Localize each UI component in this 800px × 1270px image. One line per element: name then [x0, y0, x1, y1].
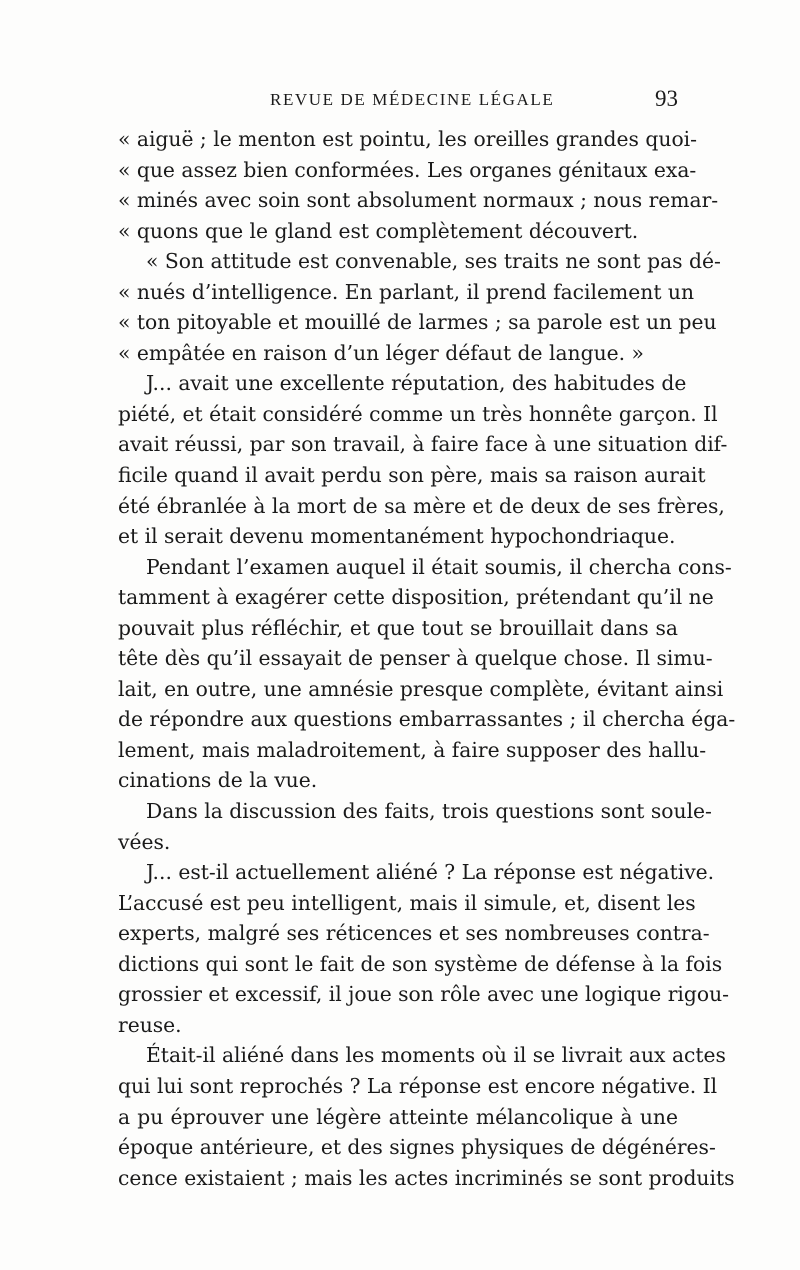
text-line: J... avait une excellente réputation, des habitudes de: [146, 371, 687, 396]
text-line: lait, en outre, une amnésie presque complète, évitant ainsi: [118, 676, 724, 701]
text-line: Pendant l’examen auquel il était soumis, il chercha cons-: [146, 554, 732, 579]
text-line: été ébranlée à la mort de sa mère et de deux de ses frères,: [118, 493, 725, 518]
text-line: « ton pitoyable et mouillé de larmes ; sa parole est un peu: [118, 310, 717, 335]
text-line: tamment à exagérer cette disposition, prétendant qu’il ne: [118, 585, 714, 610]
text-line: vées.: [118, 829, 171, 854]
text-line: avait réussi, par son travail, à faire face à une situation dif-: [118, 432, 728, 457]
text-line: « aiguë ; le menton est pointu, les oreilles grandes quoi-: [118, 127, 697, 151]
text-line: reuse.: [118, 1012, 182, 1037]
text-line: « Son attitude est convenable, ses traits ne sont pas dé-: [146, 249, 721, 274]
text-line: a pu éprouver une légère atteinte mélancolique à une: [118, 1104, 678, 1129]
text-line: grossier et excessif, il joue son rôle avec une logique rigou-: [118, 982, 729, 1007]
text-line: pouvait plus réfléchir, et que tout se brouillait dans sa: [118, 615, 678, 640]
text-line: « nués d’intelligence. En parlant, il prend facilement un: [118, 279, 695, 304]
text-line: dictions qui sont le fait de son système de défense à la fois: [118, 951, 723, 976]
text-line: L’accusé est peu intelligent, mais il simule, et, disent les: [118, 890, 696, 915]
page-number: 93: [655, 86, 678, 111]
body-text: [118, 124, 736, 1193]
text-line: « quons que le gland est complètement découvert.: [118, 218, 639, 243]
text-line: J... est-il actuellement aliéné ? La réponse est négative.: [146, 860, 715, 885]
text-line: lement, mais maladroitement, à faire supposer des hallu-: [118, 737, 707, 762]
text-line: cence existaient ; mais les actes incriminés se sont produits: [118, 1165, 735, 1190]
text-line: Dans la discussion des faits, trois questions sont soule-: [146, 799, 712, 824]
text-line: piété, et était considéré comme un très honnête garçon. Il: [118, 401, 718, 426]
text-line: tête dès qu’il essayait de penser à quelque chose. Il simu-: [118, 646, 713, 671]
text-line: experts, malgré ses réticences et ses nombreuses contra-: [118, 921, 710, 946]
text-line: ficile quand il avait perdu son père, mais sa raison aurait: [118, 463, 706, 488]
text-line: et il serait devenu momentanément hypochondriaque.: [118, 524, 676, 549]
text-line: « minés avec soin sont absolument normaux ; nous remar-: [118, 188, 719, 213]
text-line: de répondre aux questions embarrassantes ; il chercha éga-: [118, 707, 736, 732]
text-line: qui lui sont reprochés ? La réponse est encore négative. Il: [118, 1073, 718, 1098]
text-line: Était-il aliéné dans les moments où il se livrait aux actes: [146, 1043, 726, 1068]
page-header: [118, 86, 678, 120]
text-line: « empâtée en raison d’un léger défaut de langue. »: [118, 340, 644, 365]
running-title: REVUE DE MÉDECINE LÉGALE: [270, 90, 555, 109]
text-line: époque antérieure, et des signes physiques de dégénéres-: [118, 1135, 716, 1160]
text-line: cinations de la vue.: [118, 768, 318, 793]
text-line: « que assez bien conformées. Les organes génitaux exa-: [118, 157, 697, 182]
